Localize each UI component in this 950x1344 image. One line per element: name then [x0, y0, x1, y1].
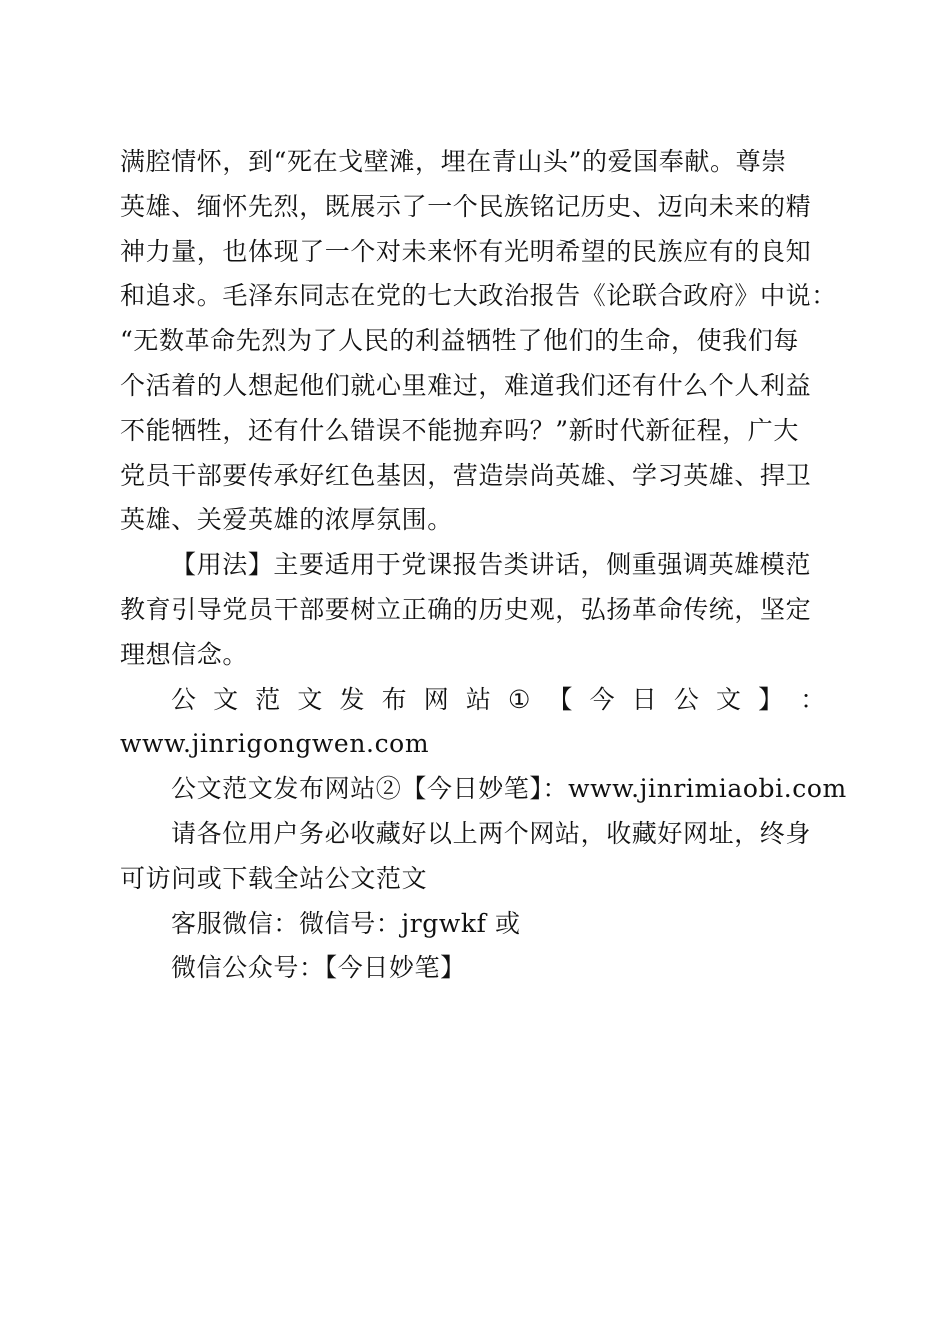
site-one-char: 公 — [171, 684, 197, 714]
text-line: 请各位用户务必收藏好以上两个网站，收藏好网址，终身 — [171, 818, 812, 848]
text-line: 和追求。毛泽东同志在党的七大政治报告《论联合政府》中说： — [120, 281, 837, 311]
site-one-char: 文 — [716, 684, 742, 714]
site-one-char: 】 — [758, 684, 784, 714]
text-line: 党员干部要传承好红色基因，营造崇尚英雄、学习英雄、捍卫 — [120, 460, 812, 490]
text-line: 英雄、关爱英雄的浓厚氛围。 — [120, 505, 453, 535]
document-body — [120, 140, 847, 991]
site-one-char: 公 — [673, 684, 700, 714]
text-line: 【用法】主要适用于党课报告类讲话，侧重强调英雄模范 — [171, 550, 812, 580]
site-one-char: ① — [508, 684, 532, 714]
contact-wechat: 客服微信：微信号：jrgwkf 或 — [171, 908, 521, 938]
site-one-char: 文 — [297, 684, 323, 714]
site-one-char: 站 — [465, 684, 492, 714]
site-one-char: 布 — [381, 684, 408, 714]
site-one-label — [120, 678, 826, 723]
notice-block — [120, 812, 826, 902]
site-one-char: 范 — [255, 684, 281, 714]
text-line: 满腔情怀，到“死在戈壁滩，埋在青山头”的爱国奉献。尊崇 — [120, 147, 787, 176]
paragraph-heroes — [120, 140, 837, 543]
site-one-char: 日 — [631, 684, 658, 714]
contact-official-account: 微信公众号：【今日妙笔】 — [171, 953, 466, 983]
site-one-char: 今 — [589, 684, 616, 714]
site-one-block — [120, 678, 826, 768]
site-one-url: www.jinrigongwen.com — [120, 729, 430, 759]
text-line: 教育引导党员干部要树立正确的历史观，弘扬革命传统，坚定 — [120, 594, 812, 624]
text-line: 神力量，也体现了一个对未来怀有光明希望的民族应有的良知 — [120, 236, 812, 266]
text-line: 英雄、缅怀先烈，既展示了一个民族铭记历史、迈向未来的精 — [120, 191, 812, 221]
site-one-char: ： — [800, 684, 826, 714]
text-line: 不能牺牲，还有什么错误不能抛弃吗？”新时代新征程，广大 — [120, 415, 799, 445]
site-two-line: 公文范文发布网站②【今日妙笔】：www.jinrimiaobi.com — [171, 774, 847, 804]
text-line: 个活着的人想起他们就心里难过，难道我们还有什么个人利益 — [120, 370, 812, 400]
site-one-char: 文 — [213, 684, 239, 714]
paragraph-usage — [120, 543, 826, 677]
site-one-char: 网 — [423, 684, 450, 714]
text-line: “无数革命先烈为了人民的利益牺牲了他们的生命，使我们每 — [120, 326, 799, 356]
text-line: 理想信念。 — [120, 639, 249, 669]
site-one-char: 发 — [339, 684, 366, 714]
site-one-char: 【 — [547, 684, 574, 714]
text-line: 可访问或下载全站公文范文 — [120, 863, 428, 893]
